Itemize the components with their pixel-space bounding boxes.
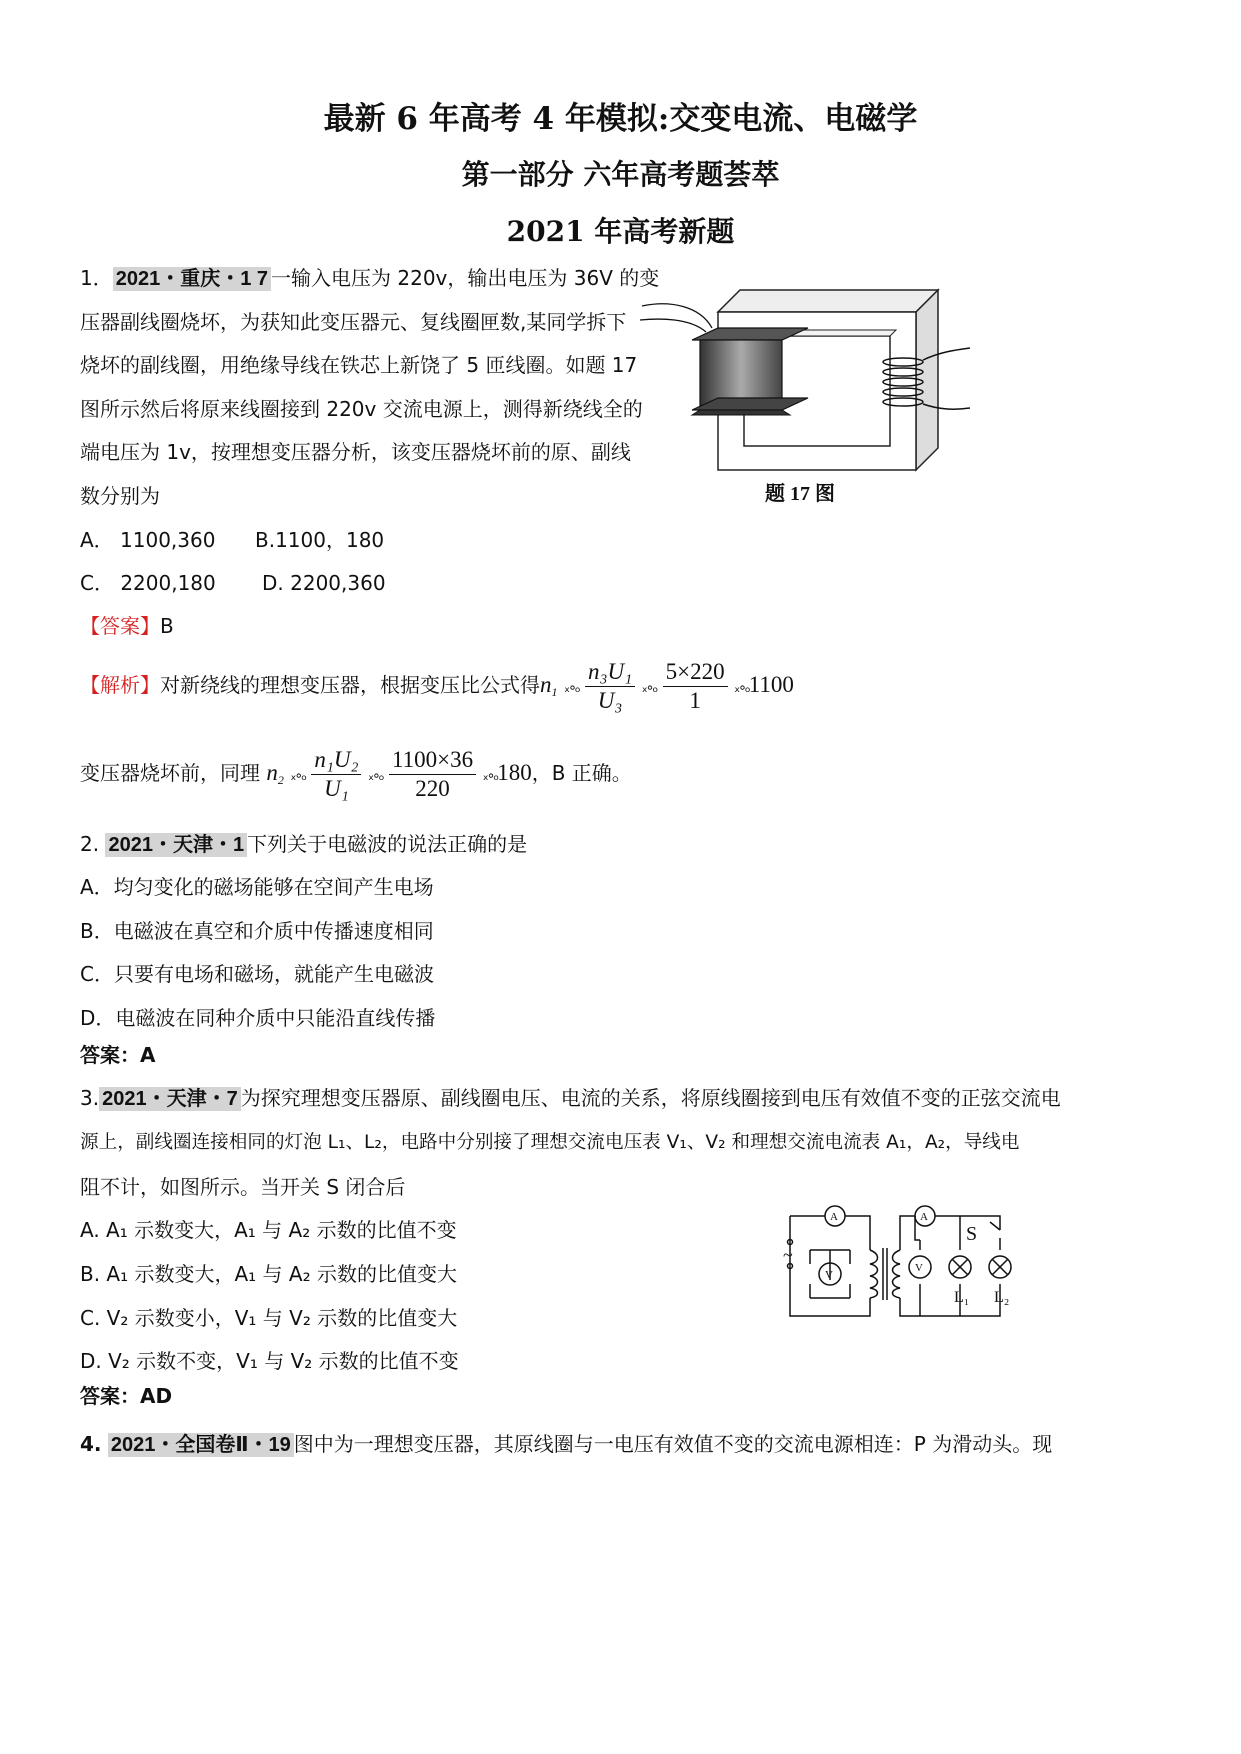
circuit-label-a1: A (830, 1211, 838, 1223)
q1-answer (80, 614, 174, 638)
q2-stem-line (80, 832, 527, 857)
q1-analysis-1 (80, 660, 794, 713)
q3-option-b: B. A₁ 示数变大，A₁ 与 A₂ 示数的比值变大 (80, 1262, 457, 1286)
q1-text-1: 一输入电压为 220v，输出电压为 36V 的变 (271, 266, 660, 290)
q1-source-tag: 2021・重庆・1 7 (113, 267, 271, 291)
q1-number: 1． (80, 266, 113, 290)
q2-option-c: C．只要有电场和磁场，就能产生电磁波 (80, 962, 434, 986)
q2-stem: 下列关于电磁波的说法正确的是 (247, 832, 528, 856)
part-heading: 第一部分 六年高考题荟萃 (461, 158, 780, 191)
q1-line-1 (80, 266, 659, 291)
q3-option-d: D. V₂ 示数不变，V₁ 与 V₂ 示数的比值不变 (80, 1349, 459, 1373)
q1-analysis-text: 对新绕线的理想变压器，根据变压比公式得 (160, 673, 540, 697)
eq-glyph: ₓ∘ₒ (482, 768, 498, 784)
q1-fraction-2: $\frac{5\times 220}{1}$ (663, 660, 728, 713)
q2-option-d: D．电磁波在同种介质中只能沿直线传播 (80, 1006, 436, 1030)
document-title: 最新 6 年高考 4 年模拟:交变电流、电磁学 (323, 101, 918, 137)
q3-answer: 答案：AD (80, 1384, 173, 1408)
q1-n2-symbol: $n_2$ (266, 760, 284, 787)
circuit-label-v2: V (915, 1262, 923, 1274)
q1-line-6: 数分别为 (80, 484, 160, 508)
question-4 (80, 1432, 1052, 1457)
q1-option-d: D. 2200,360 (262, 571, 386, 595)
q3-line-3: 阻不计，如图所示。当开关 S 闭合后 (80, 1175, 406, 1199)
circuit-label-v1: V (825, 1269, 833, 1281)
q1-line-2: 压器副线圈烧坏，为获知此变压器元、复线圈匣数,某同学拆下 (80, 310, 627, 334)
q3-source-tag: 2021・天津・7 (99, 1087, 241, 1111)
q1-n1-symbol: $n_1$ (540, 672, 558, 699)
q1-answer-value: B (160, 614, 174, 638)
eq-glyph: ₓ∘ₒ (367, 768, 383, 784)
q4-number: 4. (80, 1432, 102, 1456)
q3-number: 3. (80, 1086, 100, 1110)
q1-line-4: 图所示然后将原来线圈接到 220v 交流电源上，测得新绕线全的 (80, 397, 643, 421)
q4-stem: 图中为一理想变压器，其原线圈与一电压有效值不变的交流电源相连：P 为滑动头。现 (293, 1432, 1053, 1456)
q1-fraction-1: $\frac{\text{n₃U₁}}{\text{U₃}}$ (585, 660, 635, 713)
q3-option-c: C. V₂ 示数变小，V₁ 与 V₂ 示数的比值变大 (80, 1306, 458, 1330)
q1-option-c: C． 2200,180 (80, 571, 216, 595)
q1-result-1: 1100 (748, 672, 794, 697)
q1-analysis-2 (80, 748, 632, 801)
q2-answer: 答案：A (80, 1043, 156, 1067)
eq-glyph: ₓ∘ₒ (290, 768, 305, 784)
q2-number: 2. (80, 832, 100, 856)
eq-glyph: ₓ∘ₒ (733, 680, 749, 696)
q2-option-b: B．电磁波在真空和介质中传播速度相同 (80, 919, 434, 943)
circuit-label-ac: ~ (783, 1245, 793, 1265)
eq-glyph: ₓ∘ₒ (641, 680, 657, 696)
q2-option-a: A．均匀变化的磁场能够在空间产生电场 (80, 875, 434, 899)
q2-source-tag: 2021・天津・1 (105, 833, 247, 857)
q1-line-3: 烧坏的副线圈，用绝缘导线在铁芯上新饶了 5 匝线圈。如题 17 (80, 353, 638, 377)
q1-line-5: 端电压为 1v，按理想变压器分析，该变压器烧坏前的原、副线 (80, 440, 631, 464)
q1-answer-label: 【答案】 (80, 614, 160, 638)
q3-line-1 (80, 1086, 1061, 1111)
year-heading: 2021 年高考新题 (506, 215, 735, 248)
q1-analysis2-tail: ，B 正确。 (531, 761, 632, 785)
q1-option-a: A． 1100,360 (80, 528, 216, 552)
circuit-label-a2: A (920, 1211, 928, 1223)
q1-option-b: B.1100，180 (255, 528, 385, 552)
circuit-figure (770, 1200, 1030, 1330)
circuit-label-l1: L₁ (954, 1289, 970, 1306)
q3-option-a: A. A₁ 示数变大，A₁ 与 A₂ 示数的比值不变 (80, 1218, 457, 1242)
circuit-label-s: S (966, 1223, 978, 1245)
figure-caption: 题 17 图 (765, 483, 835, 505)
q1-result-2: 180 (497, 760, 532, 785)
q3-line-2: 源上，副线圈连接相同的灯泡 L₁、L₂，电路中分别接了理想交流电压表 V₁、V₂ 和理想交流电流表 A₁，A₂，导线电 (80, 1132, 1020, 1153)
q4-source-tag: 2021・全国卷Ⅱ・19 (108, 1433, 294, 1457)
q1-analysis2-text: 变压器烧坏前，同理 (80, 761, 260, 785)
transformer-figure (640, 270, 970, 510)
q1-fraction-3: $\frac{\text{n₁U₂}}{\text{U₁}}$ (311, 748, 361, 801)
q3-text-1: 为探究理想变压器原、副线圈电压、电流的关系，将原线圈接到电压有效值不变的正弦交流电 (240, 1086, 1061, 1110)
q1-analysis-label: 【解析】 (80, 673, 160, 697)
eq-glyph: ₓ∘ₒ (563, 680, 579, 696)
circuit-label-l2: L₂ (994, 1289, 1010, 1306)
q1-fraction-4: $\frac{1100\times 36}{220}$ (389, 748, 476, 801)
